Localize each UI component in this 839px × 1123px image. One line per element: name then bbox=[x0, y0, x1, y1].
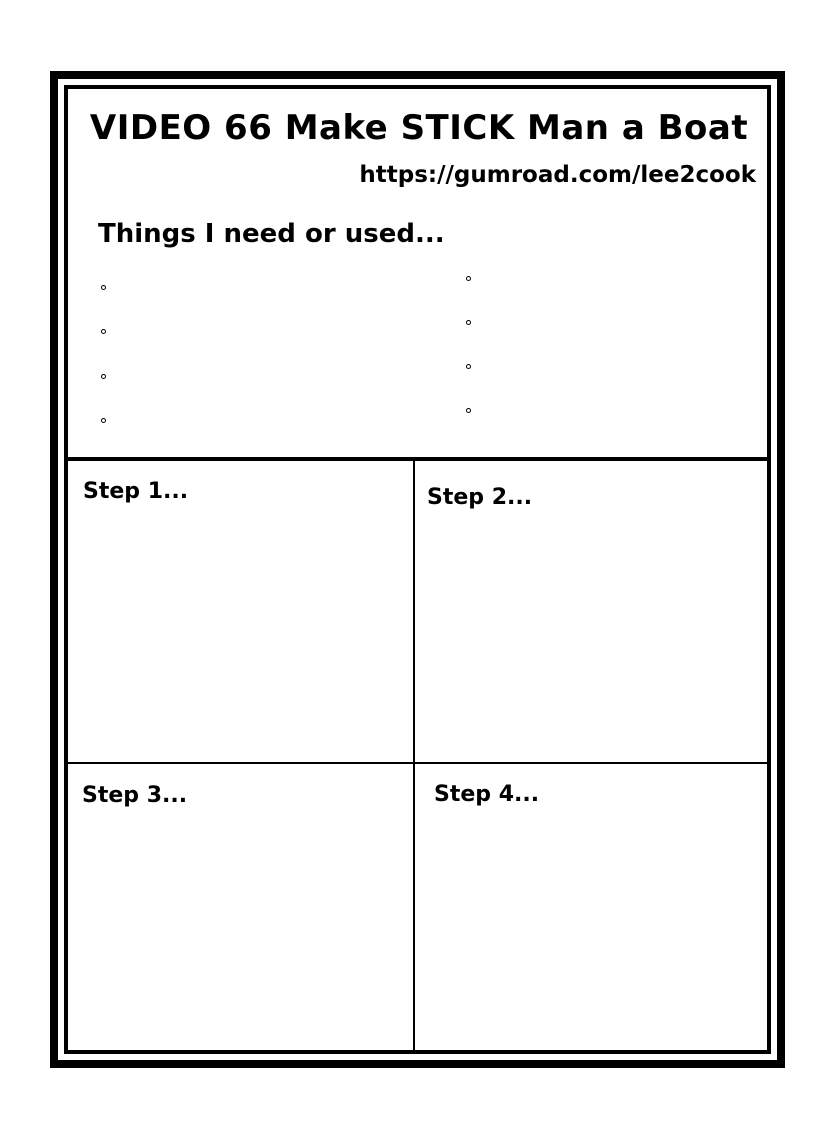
step-1-label: Step 1... bbox=[83, 479, 189, 504]
list-bullet-left-4 bbox=[101, 418, 106, 423]
gumroad-link[interactable]: https://gumroad.com/lee2cook bbox=[359, 162, 756, 188]
step-4-box bbox=[415, 764, 767, 1050]
list-bullet-right-3 bbox=[466, 364, 471, 369]
worksheet-title: VIDEO 66 Make STICK Man a Boat bbox=[89, 108, 749, 148]
list-bullet-left-1 bbox=[101, 285, 106, 290]
list-bullet-left-3 bbox=[101, 374, 106, 379]
list-bullet-right-1 bbox=[466, 276, 471, 281]
step-1-box bbox=[68, 461, 413, 762]
things-needed-heading: Things I need or used... bbox=[98, 219, 445, 249]
step-2-box bbox=[415, 461, 767, 762]
list-bullet-left-2 bbox=[101, 329, 106, 334]
list-bullet-right-2 bbox=[466, 320, 471, 325]
step-3-label: Step 3... bbox=[82, 783, 188, 808]
step-2-label: Step 2... bbox=[427, 485, 533, 510]
step-4-label: Step 4... bbox=[434, 782, 540, 807]
step-3-box bbox=[68, 764, 413, 1050]
list-bullet-right-4 bbox=[466, 408, 471, 413]
